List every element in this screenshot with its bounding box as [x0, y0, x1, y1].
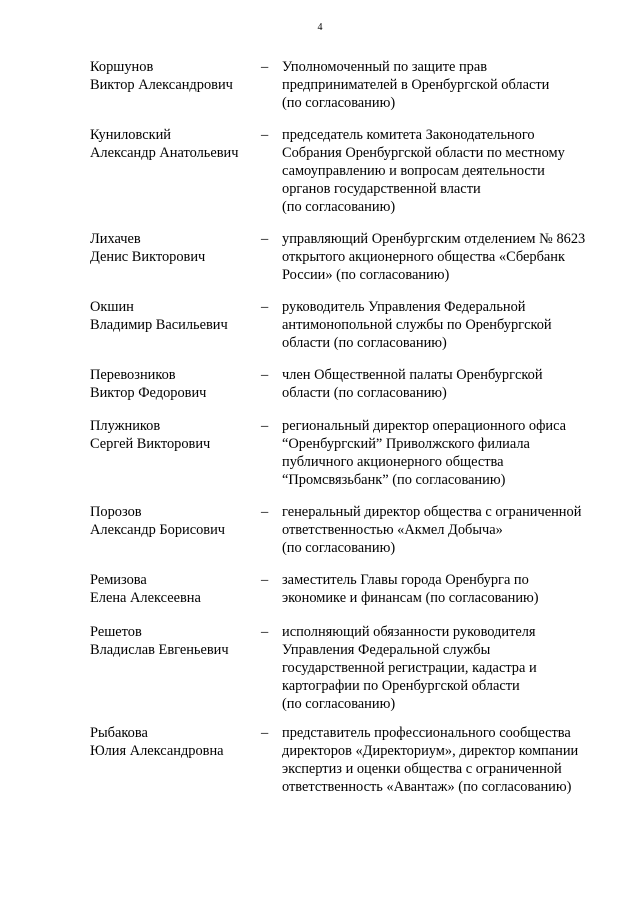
page-number: 4 — [317, 22, 323, 33]
position-description — [282, 417, 602, 489]
given-names: Сергей Викторович — [90, 436, 211, 452]
given-names: Виктор Александрович — [90, 77, 233, 93]
role-line: член Общественной палаты Оренбургской — [282, 367, 543, 383]
role-line: исполняющий обязанности руководителя — [282, 624, 536, 640]
given-names: Владимир Васильевич — [90, 317, 228, 333]
role-line: Управления Федеральной службы — [282, 642, 491, 658]
dash-separator: – — [261, 231, 269, 247]
role-line: (по согласованию) — [282, 199, 396, 215]
person-name — [90, 58, 260, 94]
role-line: представитель профессионального сообщества — [282, 725, 571, 741]
role-line: предпринимателей в Оренбургской области — [282, 77, 550, 93]
dash-separator: – — [261, 299, 269, 315]
dash-separator: – — [261, 418, 269, 434]
surname: Коршунов — [90, 59, 154, 75]
role-line: (по согласованию) — [282, 95, 396, 111]
given-names: Елена Алексеевна — [90, 590, 201, 606]
surname: Порозов — [90, 504, 142, 520]
person-name — [90, 366, 260, 402]
dash-separator: – — [261, 367, 269, 383]
surname: Окшин — [90, 299, 134, 315]
role-line: управляющий Оренбургским отделением № 8623 — [282, 231, 586, 247]
role-line: органов государственной власти — [282, 181, 481, 197]
position-description — [282, 571, 602, 607]
given-names: Александр Борисович — [90, 522, 226, 538]
person-name — [90, 623, 260, 659]
dash-separator: – — [261, 504, 269, 520]
dash-separator: – — [261, 725, 269, 741]
role-line: ответственность «Авантаж» (по согласованию) — [282, 779, 572, 795]
position-description — [282, 366, 602, 402]
given-names: Денис Викторович — [90, 249, 206, 265]
person-name — [90, 298, 260, 334]
position-description — [282, 58, 602, 112]
role-line: Собрания Оренбургской области по местному — [282, 145, 565, 161]
role-line: самоуправлению и вопросам деятельности — [282, 163, 545, 179]
role-line: антимонопольной службы по Оренбургской — [282, 317, 552, 333]
dash-separator: – — [261, 59, 269, 75]
role-line: области (по согласованию) — [282, 335, 447, 351]
dash-separator: – — [261, 624, 269, 640]
dash-separator: – — [261, 127, 269, 143]
surname: Ремизова — [90, 572, 147, 588]
surname: Решетов — [90, 624, 142, 640]
position-description — [282, 623, 602, 713]
person-name — [90, 417, 260, 453]
role-line: ответственностью «Акмел Добыча» — [282, 522, 503, 538]
given-names: Владислав Евгеньевич — [90, 642, 229, 658]
role-line: (по согласованию) — [282, 540, 396, 556]
given-names: Юлия Александровна — [90, 743, 224, 759]
given-names: Виктор Федорович — [90, 385, 207, 401]
person-name — [90, 126, 260, 162]
surname: Перевозников — [90, 367, 176, 383]
position-description — [282, 503, 602, 557]
role-line: руководитель Управления Федеральной — [282, 299, 526, 315]
surname: Лихачев — [90, 231, 141, 247]
given-names: Александр Анатольевич — [90, 145, 239, 161]
person-name — [90, 571, 260, 607]
role-line: публичного акционерного общества — [282, 454, 504, 470]
role-line: Уполномоченный по защите прав — [282, 59, 488, 75]
role-line: экспертиз и оценки общества с ограниченной — [282, 761, 562, 777]
surname: Куниловский — [90, 127, 171, 143]
role-line: “Промсвязьбанк” (по согласованию) — [282, 472, 506, 488]
role-line: председатель комитета Законодательного — [282, 127, 535, 143]
role-line: открытого акционерного общества «Сбербанк — [282, 249, 565, 265]
role-line: области (по согласованию) — [282, 385, 447, 401]
position-description — [282, 126, 602, 216]
role-line: “Оренбургский” Приволжского филиала — [282, 436, 530, 452]
role-line: региональный директор операционного офиса — [282, 418, 567, 434]
role-line: (по согласованию) — [282, 696, 396, 712]
role-line: генеральный директор общества с ограниченной — [282, 504, 582, 520]
surname: Рыбакова — [90, 725, 148, 741]
position-description — [282, 230, 602, 284]
role-line: директоров «Директориум», директор компании — [282, 743, 579, 759]
surname: Плужников — [90, 418, 161, 434]
position-description — [282, 298, 602, 352]
person-name — [90, 503, 260, 539]
person-name — [90, 230, 260, 266]
role-line: картографии по Оренбургской области — [282, 678, 520, 694]
role-line: заместитель Главы города Оренбурга по — [282, 572, 529, 588]
role-line: экономике и финансам (по согласованию) — [282, 590, 539, 606]
role-line: государственной регистрации, кадастра и — [282, 660, 537, 676]
dash-separator: – — [261, 572, 269, 588]
position-description — [282, 724, 602, 796]
role-line: России» (по согласованию) — [282, 267, 450, 283]
person-name — [90, 724, 260, 760]
